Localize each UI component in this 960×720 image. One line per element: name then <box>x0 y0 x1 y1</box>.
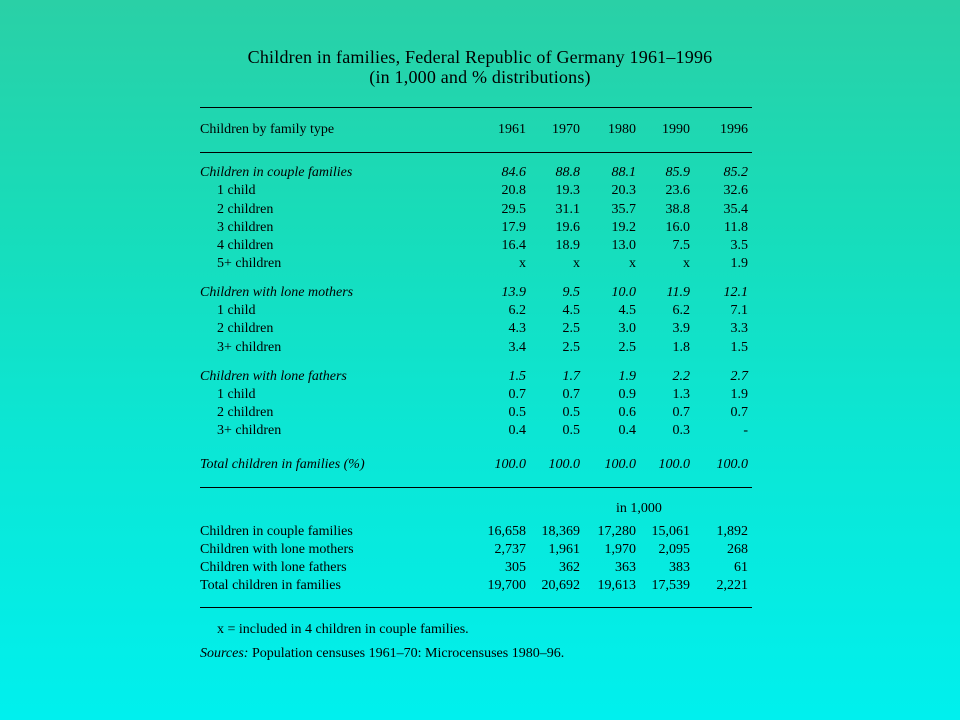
row-label: Children in couple families <box>200 165 353 180</box>
cell: 35.4 <box>723 202 748 217</box>
cell: 1,970 <box>604 542 636 557</box>
cell: 84.6 <box>501 165 526 180</box>
header-rule <box>200 152 752 153</box>
unit-label: in 1,000 <box>616 501 662 516</box>
cell: 1.5 <box>508 369 526 384</box>
header-row <box>200 121 752 139</box>
row-label: 3+ children <box>217 340 282 355</box>
cell: 0.9 <box>618 387 636 402</box>
sources-label: Sources: <box>200 646 249 661</box>
table-row <box>200 302 752 320</box>
table-row <box>200 201 752 219</box>
row-label: 5+ children <box>217 256 282 271</box>
cell: 31.1 <box>555 202 580 217</box>
cell: 100.0 <box>604 457 636 472</box>
total-percent-row <box>200 456 752 474</box>
row-label: 3 children <box>217 220 274 235</box>
cell: 3.3 <box>730 321 748 336</box>
cell: 0.5 <box>562 423 580 438</box>
cell: 19,613 <box>597 578 636 593</box>
cell: 88.8 <box>555 165 580 180</box>
cell: 13.9 <box>501 285 526 300</box>
table-subtitle: (in 1,000 and % distributions) <box>369 67 591 87</box>
cell: 1.8 <box>672 340 690 355</box>
cell: 1.3 <box>672 387 690 402</box>
cell: 1.7 <box>562 369 580 384</box>
bottom-rule <box>200 607 752 608</box>
cell: 85.2 <box>723 165 748 180</box>
row-label: 2 children <box>217 321 274 336</box>
table-row <box>200 404 752 422</box>
row-label: Children with lone fathers <box>200 560 347 575</box>
table-row <box>200 182 752 200</box>
row-label: Children in couple families <box>200 524 353 539</box>
cell: x <box>629 256 636 271</box>
table-row <box>200 559 752 577</box>
cell: - <box>743 423 748 438</box>
row-label: 1 child <box>217 387 256 402</box>
row-label: 2 children <box>217 405 274 420</box>
table-row <box>200 422 752 440</box>
cell: 2,095 <box>658 542 690 557</box>
cell: 4.5 <box>562 303 580 318</box>
cell: 13.0 <box>611 238 636 253</box>
table-row <box>200 541 752 559</box>
row-label: Children with lone fathers <box>200 369 347 384</box>
cell: 0.7 <box>672 405 690 420</box>
cell: 305 <box>505 560 526 575</box>
cell: 16.0 <box>665 220 690 235</box>
cell: 18.9 <box>555 238 580 253</box>
table-row <box>200 219 752 237</box>
cell: x <box>573 256 580 271</box>
cell: 1,892 <box>716 524 748 539</box>
cell: 3.0 <box>618 321 636 336</box>
cell: 2.5 <box>562 321 580 336</box>
cell: 19.3 <box>555 183 580 198</box>
cell: 19.6 <box>555 220 580 235</box>
row-label: 2 children <box>217 202 274 217</box>
cell: 20.3 <box>611 183 636 198</box>
cell: 61 <box>734 560 748 575</box>
cell: 20,692 <box>541 578 580 593</box>
cell: 10.0 <box>611 285 636 300</box>
cell: 100.0 <box>716 457 748 472</box>
cell: x <box>519 256 526 271</box>
sources-note <box>200 645 564 663</box>
row-label: Total children in families <box>200 578 341 593</box>
cell: 0.4 <box>508 423 526 438</box>
cell: 17.9 <box>501 220 526 235</box>
cell: 363 <box>615 560 636 575</box>
cell: 4.5 <box>618 303 636 318</box>
table-row <box>200 284 752 302</box>
table-row <box>200 386 752 404</box>
cell: 0.3 <box>672 423 690 438</box>
row-label: Total children in families (%) <box>200 457 365 472</box>
year-1980: 1980 <box>608 122 636 137</box>
table-row <box>200 164 752 182</box>
table-row <box>200 339 752 357</box>
cell: 268 <box>727 542 748 557</box>
cell: 23.6 <box>665 183 690 198</box>
cell: 100.0 <box>548 457 580 472</box>
cell: 38.8 <box>665 202 690 217</box>
cell: 29.5 <box>501 202 526 217</box>
cell: 0.7 <box>508 387 526 402</box>
table-row <box>200 523 752 541</box>
cell: 1.9 <box>730 387 748 402</box>
cell: 100.0 <box>658 457 690 472</box>
cell: 2.7 <box>730 369 748 384</box>
cell: 1.9 <box>618 369 636 384</box>
cell: 3.9 <box>672 321 690 336</box>
cell: 16.4 <box>501 238 526 253</box>
row-label: 4 children <box>217 238 274 253</box>
cell: 17,539 <box>651 578 690 593</box>
cell: 18,369 <box>541 524 580 539</box>
cell: x <box>683 256 690 271</box>
cell: 1,961 <box>548 542 580 557</box>
cell: 383 <box>669 560 690 575</box>
cell: 19.2 <box>611 220 636 235</box>
cell: 19,700 <box>487 578 526 593</box>
cell: 11.8 <box>724 220 748 235</box>
cell: 32.6 <box>723 183 748 198</box>
cell: 15,061 <box>651 524 690 539</box>
cell: 0.4 <box>618 423 636 438</box>
top-rule <box>200 107 752 108</box>
cell: 1.9 <box>730 256 748 271</box>
cell: 2.2 <box>672 369 690 384</box>
cell: 11.9 <box>666 285 690 300</box>
year-1970: 1970 <box>552 122 580 137</box>
year-1961: 1961 <box>498 122 526 137</box>
cell: 0.6 <box>618 405 636 420</box>
cell: 88.1 <box>611 165 636 180</box>
cell: 3.4 <box>508 340 526 355</box>
cell: 0.5 <box>508 405 526 420</box>
cell: 9.5 <box>562 285 580 300</box>
cell: 100.0 <box>494 457 526 472</box>
row-label: 3+ children <box>217 423 282 438</box>
cell: 17,280 <box>597 524 636 539</box>
row-label: Children with lone mothers <box>200 542 354 557</box>
cell: 12.1 <box>723 285 748 300</box>
cell: 4.3 <box>508 321 526 336</box>
row-label: 1 child <box>217 303 256 318</box>
cell: 16,658 <box>487 524 526 539</box>
footnote: x = included in 4 children in couple families. <box>217 622 469 637</box>
table-row <box>200 237 752 255</box>
cell: 0.7 <box>730 405 748 420</box>
cell: 7.1 <box>730 303 748 318</box>
cell: 2.5 <box>618 340 636 355</box>
cell: 2,737 <box>494 542 526 557</box>
table-row <box>200 320 752 338</box>
cell: 2,221 <box>716 578 748 593</box>
section-rule <box>200 487 752 488</box>
cell: 85.9 <box>665 165 690 180</box>
header-label: Children by family type <box>200 122 335 137</box>
cell: 1.5 <box>730 340 748 355</box>
row-label: 1 child <box>217 183 256 198</box>
cell: 362 <box>559 560 580 575</box>
cell: 6.2 <box>672 303 690 318</box>
year-1990: 1990 <box>662 122 690 137</box>
cell: 0.5 <box>562 405 580 420</box>
year-1996: 1996 <box>720 122 748 137</box>
sources-text: Population censuses 1961–70: Microcensuses 1980–96. <box>248 646 565 661</box>
row-label: Children with lone mothers <box>200 285 354 300</box>
cell: 2.5 <box>562 340 580 355</box>
cell: 7.5 <box>672 238 690 253</box>
cell: 35.7 <box>611 202 636 217</box>
table-title: Children in families, Federal Republic of Germany 1961–1996 <box>247 47 713 67</box>
table-row <box>200 255 752 273</box>
table-row <box>200 577 752 595</box>
cell: 0.7 <box>562 387 580 402</box>
cell: 6.2 <box>508 303 526 318</box>
cell: 20.8 <box>501 183 526 198</box>
cell: 3.5 <box>730 238 748 253</box>
table-row <box>200 368 752 386</box>
